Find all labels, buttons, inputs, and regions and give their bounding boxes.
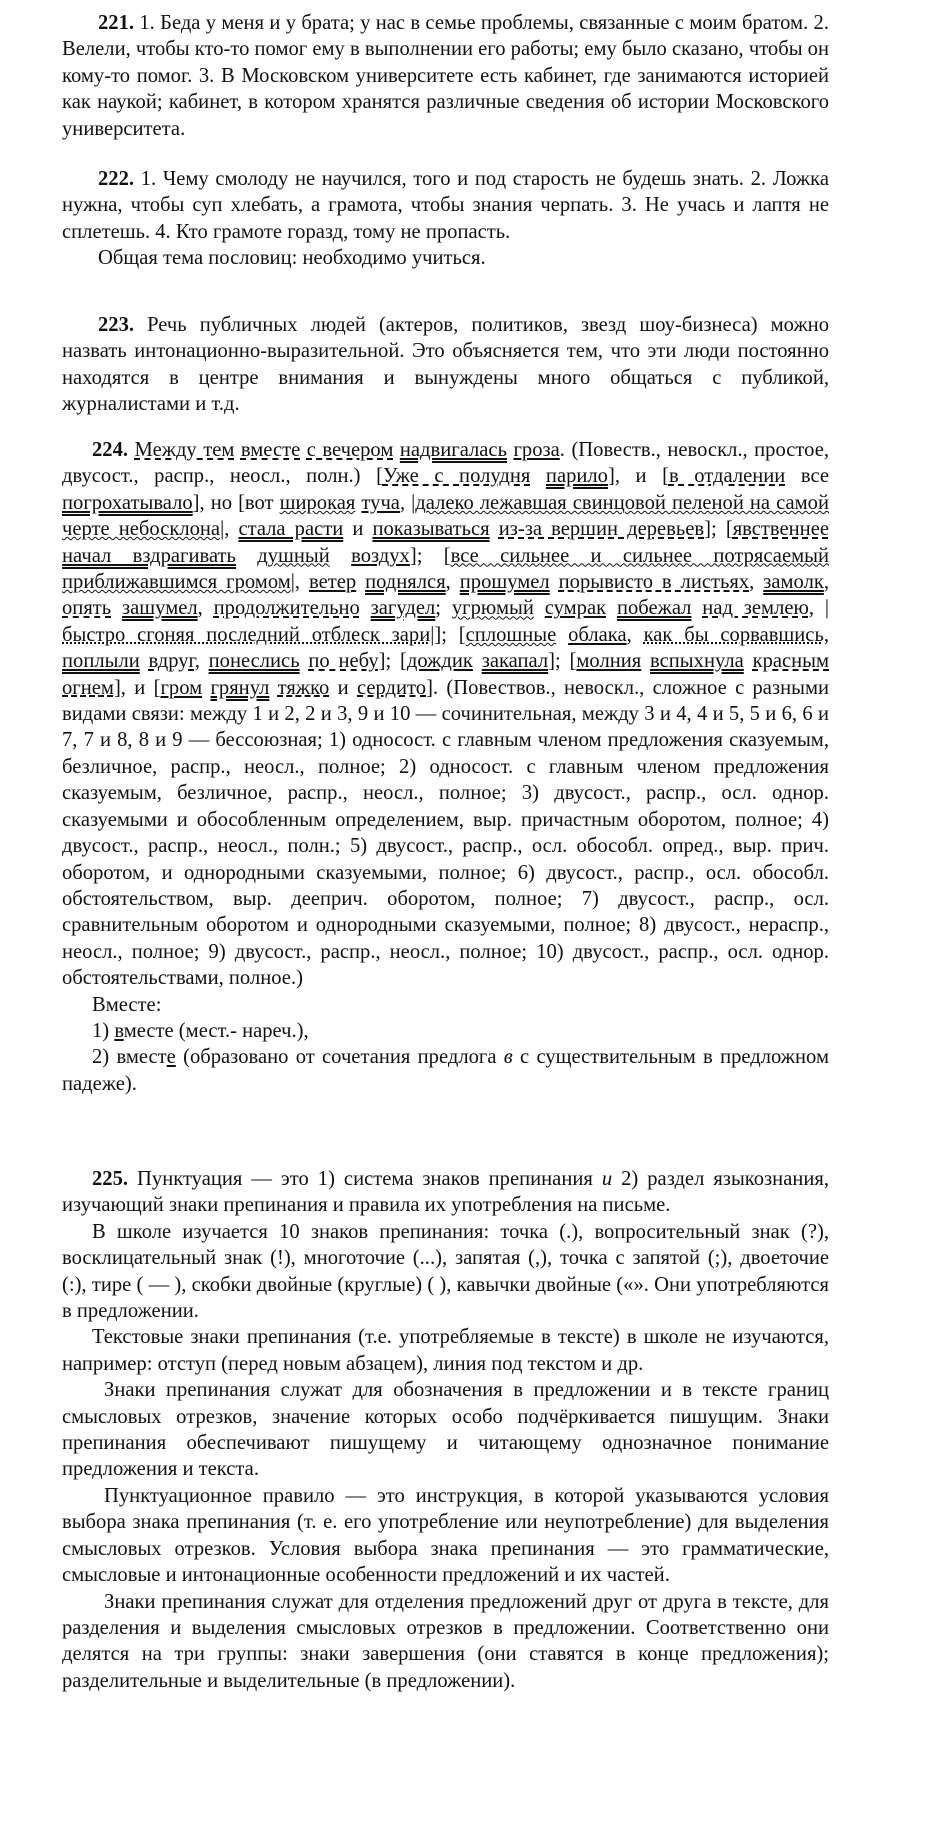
marks-groups-paragraph: Знаки препинания служат для отделения предложений друг от друга в тексте, для разделения и выделения смысловых отрезков в предложении. Соответственно они делятся на три группы: знаки завершения (они ставятся в конце предложения); разделительные и выделительные (в предложении). [62,1590,829,1692]
vmeste-item-2: 2) вместе (образовано от сочетания предлога в с существительным в предложном падеже). [62,1046,829,1095]
exercise-222 [62,166,829,272]
exercise-221 [62,10,829,142]
exercise-224 [62,437,829,1097]
marks-purpose-paragraph: Знаки препинания служат для обозначения в предложении и в тексте границ смысловых отрезков, значение которых особо подчёркивается пишущим. Знаки препинания обеспечивают пишущему и читающему однозначное понимание предложения и текста. [62,1379,829,1481]
exercise-225-definition: 225. Пунктуация — это 1) система знаков препинания и 2) раздел языкознания, изучающий знаки препинания и правила их употребления на письме. [62,1168,829,1217]
punctuation-marks-paragraph: В школе изучается 10 знаков препинания: точка (.), вопросительный знак (?), восклицательный знак (!), многоточие (...), запятая (,), точка с запятой (;), двоеточие (:), тире ( — ), скобки двойные (круглые) ( ), кавычки двойные («». Они употребляются в предложении. [62,1220,829,1323]
exercise-number: 221. [98,12,135,34]
exercise-222-text: 222. 1. Чему смолоду не научился, того и под старость не будешь знать. 2. Ложка нужна, чтобы суп хлебать, а грамота, чтобы знания черпать. 3. Не учась и лаптя не сплетешь. 4. Кто грамоте горазд, тому не пропасть. [62,168,829,243]
exercise-225 [62,1166,829,1694]
exercise-223 [62,312,829,418]
vmeste-item-1: 1) вместе (мест.- нареч.), [92,1019,309,1042]
exercise-number: 225. [92,1168,129,1190]
exercise-number: 222. [98,168,135,190]
exercise-number: 223. [98,314,135,336]
punctuation-rule-paragraph: Пунктуационное правило — это инструкция, в которой указываются условия выбора знака препинания (т. е. его употребление или неупотребление) для выделения смысловых отрезков. Условия выбора знака препинания — это грамматические, смысловые и интонационные особенности предложений и их частей. [62,1484,829,1587]
exercise-number: 224. [92,439,129,461]
text-marks-paragraph: Текстовые знаки препинания (т.е. употребляемые в тексте) в школе не изучаются, например: отступ (перед новым абзацем), линия под текстом и др. [62,1326,829,1375]
exercise-221-text: 221. 1. Беда у меня и у брата; у нас в семье проблемы, связанные с моим братом. 2. Велели, чтобы кто-то помог ему в выполнении его работы; ему было сказано, чтобы он кому-то помог. 3. В Московском университете есть кабинет, где занимаются историей как наукой; кабинет, в котором хранятся различные сведения об истории Московского университета. [62,12,829,140]
proverbs-theme: Общая тема пословиц: необходимо учиться. [98,247,486,270]
exercise-224-text: 224. Между тем вместе с вечером надвигалась гроза. (Повеств., невоскл., простое, двусост., распр., неосл., полн.) [Уже с полудня парило], и [в отдалении все погрохатывало], но [вот широкая туча, |далеко лежавшая свинцовой пеленой на самой черте небосклона|, стала расти и показываться из-за вершин деревьев]; [явственнее начал вздрагивать душный воздух]; [все сильнее и сильнее потрясаемый приближавшимся громом|, ветер поднялся, прошумел порывисто в листьях, замолк, опять зашумел, продолжительно загудел; угрюмый сумрак побежал над землею, |быстро сгоняя последний отблеск зари|]; [сплошные облака, как бы сорвавшись, поплыли вдруг, понеслись по небу]; [дождик закапал]; [молния вспыхнула красным огнем], и [гром грянул тяжко и сердито]. (Повествов., невоскл., сложное с разными видами связи: между 1 и 2, 2 и 3, 9 и 10 — сочинительная, между 3 и 4, 4 и 5, 5 и 6, 6 и 7, 7 и 8, 8 и 9 — бессоюзная; 1) односост. с главным членом предложения сказуемым, безличное, распр., неосл., полное; 2) односост. с главным членом предложения сказуемым, безличное, распр., неосл., полное; 3) двусост., распр., осл. однор. сказуемыми и обособленным определением, выр. причастным оборотом, полное; 4) двусост., распр., неосл., полн.; 5) двусост., распр., осл. обособл. опред., выр. прич. оборотом, и однородными сказуемыми, полное; 6) двусост., распр., осл. обособл. обстоятельством, выр. дееприч. оборотом, полное; 7) двусост., распр., осл. сравнительным оборотом и однородными сказуемыми, полное; 8) двусост., нераспр., неосл., полное; 9) двусост., распр., неосл., полное; 10) двусост., распр., осл. однор. обстоятельствами, полное.) [62,439,830,990]
vmeste-heading: Вместе: [92,993,162,1016]
exercise-223-text: 223. Речь публичных людей (актеров, политиков, звезд шоу-бизнеса) можно назвать интонационно-выразительной. Это объясняется тем, что эти люди постоянно находятся в центре внимания и вынуждены много общаться с публикой, журналистами и т.д. [62,314,829,416]
